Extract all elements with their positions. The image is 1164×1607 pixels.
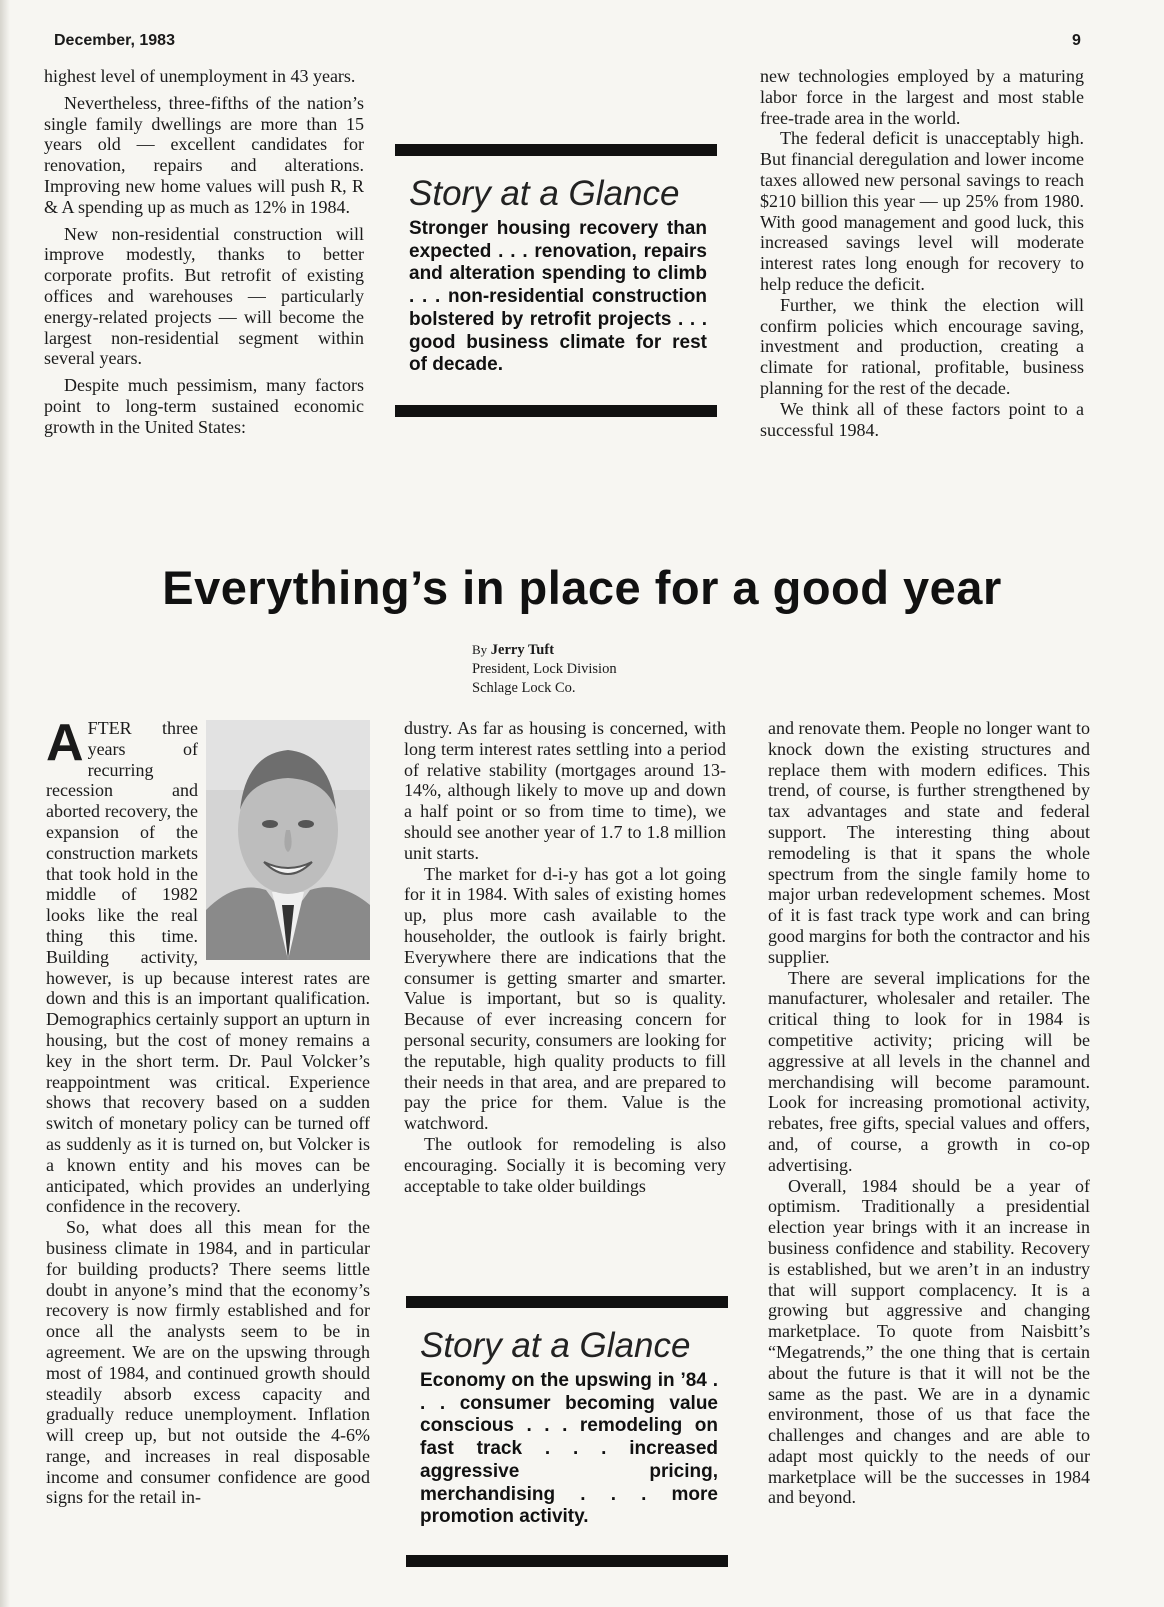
author-title: President, Lock Division — [472, 661, 617, 677]
paragraph: There are several implications for the manufacturer, wholesaler and retailer. The critical thing to look for in 1984 is competitive activity; pricing will be aggressive at all levels in the channel and merchandising will become paramount. Look for increasing promotional activity, rebates, free gifts, special values and offers, and, of course, a growth in co-op advertising. — [768, 967, 1090, 1175]
page-number: 9 — [1072, 32, 1081, 49]
paragraph: The outlook for remodeling is also encouraging. Socially it is becoming very acceptable to take older buildings — [404, 1133, 726, 1196]
drop-cap-letter: A — [46, 714, 84, 772]
author-company: Schlage Lock Co. — [472, 680, 576, 696]
paragraph: The federal deficit is unacceptably high. But financial deregulation and lower income taxes allowed new personal savings to reach $210 billion this year — up 25% from 1980. With good management and good luck, this increased savings level will moderate interest rates long enough for recovery to help reduce the deficit. — [760, 128, 1084, 294]
byline — [472, 640, 617, 698]
author-name: Jerry Tuft — [490, 642, 555, 658]
box-bottom-rule — [406, 1555, 728, 1567]
box-summary: Stronger housing recovery than expected . . . renovation, repairs and alteration spending to climb . . . non-residential construction bolstered by retrofit projects . . . good business climate for rest of decade. — [409, 218, 707, 376]
paragraph: and renovate them. People no longer want to knock down the existing structures and replace them with modern edifices. This trend, of course, is further strengthened by tax advantages and state and federal support. The interesting thing about remodeling is that it spans the whole spectrum from the single family home to major urban redevelopment schemes. Most of it is fast track type work and can bring good margins for both the contractor and his supplier. — [768, 718, 1090, 967]
article-column-2 — [404, 718, 726, 1196]
box-title: Story at a Glance — [409, 174, 680, 213]
paragraph: The market for d-i-y has got a lot going for it in 1984. With sales of existing homes up, plus more cash available to the householder, the outlook is fairly bright. Everywhere there are indications that the consumer is getting smarter and smarter. Value is important, but so is quality. Because of ever increasing concern for personal security, consumers are looking for the reputable, high quality products to fill their needs in that area, and are prepared to pay the price for them. Value is the watchword. — [404, 863, 726, 1134]
top-left-column — [44, 66, 364, 438]
article-column-1 — [46, 714, 370, 1508]
paragraph: dustry. As far as housing is concerned, with long term interest rates settling into a period of relative stability (mortgages around 13-14%, although likely to move up and down a half point or so from time to time), we should see another year of 1.7 to 1.8 million unit starts. — [404, 718, 726, 863]
box-title: Story at a Glance — [420, 1326, 691, 1365]
article-headline: Everything’s in place for a good year — [162, 561, 1002, 614]
paragraph: highest level of unemployment in 43 years. — [44, 66, 356, 86]
box-top-rule — [406, 1296, 728, 1308]
article-column-3 — [768, 718, 1090, 1508]
issue-date: December, 1983 — [54, 32, 175, 49]
box-summary: Economy on the upswing in ’84 . . . consumer becoming value conscious . . . remodeling on fast track . . . increased aggressive pricing, merchandising . . . more promotion activity. — [420, 1370, 718, 1528]
paragraph: So, what does all this mean for the business climate in 1984, and in particular for building products? There seems little doubt in anyone’s mind that the economy’s recovery is now firmly established and for once all the analysts seem to be in agreement. We are on the upswing through most of 1984, and continued growth should steadily absorb excess capacity and gradually reduce unemployment. Inflation will creep up, but not outside the 4-6% range, and increases in real disposable income and consumer confidence are good signs for the retail in- — [46, 1217, 370, 1508]
page-binding-edge — [0, 0, 10, 1607]
paragraph: Overall, 1984 should be a year of optimism. Traditionally a presidential election year brings with it an increase in business confidence and stability. Recovery is established, but we aren’t in an industry that will support complacency. It is a growing but aggressive and changing marketplace. To quote from Naisbitt’s “Megatrends,” the one thing that is certain about the future is that it will not be the same as the past. We are in a dynamic environment, those of us that face the challenges and changes and are able to adapt most quickly to the needs of our marketplace will be the successes in 1984 and beyond. — [768, 1175, 1090, 1508]
author-photo — [206, 720, 370, 960]
paragraph: Nevertheless, three-fifths of the nation’s single family dwellings are more than 15 years old — excellent candidates for renovation, repairs and alterations. Improving new home values will push R, R & A spending up as much as 12% in 1984. — [44, 92, 364, 217]
paragraph: We think all of these factors point to a successful 1984. — [760, 398, 1084, 440]
byline-by: By — [472, 642, 488, 657]
box-bottom-rule — [395, 405, 717, 417]
paragraph: Despite much pessimism, many factors point to long-term sustained economic growth in the United States: — [44, 375, 364, 437]
paragraph: New non-residential construction will improve modestly, thanks to better corporate profits. But retrofit of existing offices and warehouses — particularly energy-related projects — will become the largest non-residential segment within several years. — [44, 223, 364, 369]
story-at-a-glance-box — [395, 144, 717, 417]
author-portrait-illustration — [206, 720, 370, 960]
paragraph: new technologies employed by a maturing labor force in the largest and most stable free-trade area in the world. — [760, 66, 1084, 128]
paragraph: Further, we think the election will confirm policies which encourage saving, investment and production, creating a climate for rational, profitable, business planning for the rest of the decade. — [760, 294, 1084, 398]
top-right-column — [760, 66, 1084, 440]
paragraph: FTER three years of recurring recession and aborted recovery, the expansion of the construction markets that took hold in the middle of 1982 looks like the real thing this time. Building activity, however, is up because interest rates are down and this is an important qualification. Demographics certainly support an upturn in housing, but the cost of money remains a key in the short term. Dr. Paul Volcker’s reappointment was critical. Experience shows that recovery based on a sudden switch of monetary policy can be turned off as suddenly as it is turned on, but Volcker is a known entity and his moves can be anticipated, which provides an underlying confidence in the recovery. — [46, 718, 370, 1217]
story-at-a-glance-box-2 — [406, 1296, 728, 1567]
box-top-rule — [395, 144, 717, 156]
